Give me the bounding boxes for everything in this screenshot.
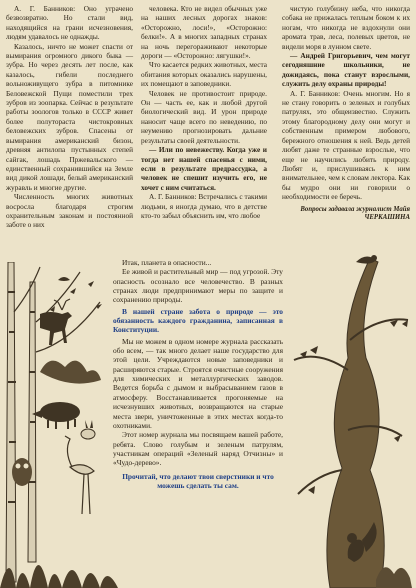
- moose-icon: [40, 299, 72, 345]
- interview-paragraph: Численность многих животных восросла благодаря строгим охранительным законам и постоянной заботе о них: [6, 192, 133, 230]
- article-paragraph: Этот номер журнала мы посвящаем вашей работе, ребята. Слово голубым и зеленым патрулям, участникам операций «Зеленый наряд Отчизны» и «Чудо-дерево».: [113, 430, 283, 468]
- article-lead: Итак, планета в опасности...: [122, 258, 212, 267]
- article-ending: Прочитай, что делают твои сверстники и что можешь сделать ты сам.: [122, 471, 274, 490]
- interview-question: — Или по невежеству. Когда уже и тогда нет нашей спасенья с ними, если в результате предрассудка, а человек не спешит изучить его, не хочет с ним считаться.: [141, 145, 267, 192]
- interview-paragraph: Казалось, ничто не может спасти от вымирания огромного дикого быка — зубра. Но через десять лет после, как казалось, гибели последнего вольноживущего зубра в питомнике Беловежской Пущи поместили трех зубров из зоопарка. Сейчас в результате работы зоологов только в СССР живет более полутораста чистокровных беловежских зубров. Спасены от вымирания американский бизон, древняя антилопа пустынных степей сайгак, лошадь Пржевальского — единственный сохранившийся на Земле вид дикой лошади, белый американский журавль и многие другие.: [6, 41, 133, 192]
- interview-paragraph: Что касается редких животных, места обитания которых оказались нарушены, их помещают в заповедники.: [141, 60, 267, 89]
- rabbit-icon: [81, 420, 95, 439]
- column-left: [6, 4, 133, 230]
- boar-icon: [32, 402, 80, 429]
- interview-paragraph: А. Г. Банников: Встречались с такими людьми, я иногда думаю, что в детстве кто-то забыл объяснить им, что любое: [141, 192, 267, 220]
- interview-paragraph: чистую голубизну неба, что никогда собака не прижалась теплым боком к их ногам, что никогда не вздохнули они аромата трав, леса, полевых цветов, не видели моря в лунном свете.: [282, 4, 410, 51]
- interview-paragraph: А. Г. Банников: Очень многим. Но я не стану говорить о зеленых и голубых патрулях, это общеизвестно. Служить этому благородному делу они могут и собственным примером любового, бережного отношения к ней. Ведь детей любят даже те странные взрослые, что еще не научились любить природу. Любят и, прислушиваясь к ним внимательнее, чем к словам лектора. Как бы мудро они ни говорили о необходимости ее беречь.: [282, 88, 410, 202]
- owl-icon: [12, 458, 32, 486]
- interview-paragraph: Человек не противостоит природе. Он — часть ее, как и любой другой биологический вид. И урон природе наносит чаще всего по неведению, по неумению прогнозировать дальние результаты своей деятельности.: [141, 88, 267, 145]
- bird-icon: [58, 277, 70, 281]
- interview-question: — Андрей Григорьевич, чем могут сегодняшние школьники, не дожидаясь, пока станут взрослыми, служить делу охраны природы!: [282, 51, 410, 89]
- tree-illustration: [290, 250, 416, 588]
- forest-animals-illustration: [0, 262, 118, 588]
- crane-icon: [65, 436, 94, 514]
- article-paragraph: Ее живой и растительный мир — под угрозой. Эту опасность осознало все человечество. В разных странах люди предпринимают меры по защите и сохранению природы.: [113, 267, 283, 305]
- article-highlight: В нашей стране забота о природе — это обязанность каждого гражданина, записанная в Конституции.: [113, 306, 283, 335]
- column-middle: [141, 4, 267, 220]
- main-article: [113, 258, 283, 490]
- column-right: [282, 4, 410, 223]
- interview-paragraph: человека. Кто не видел обычных уже на наших лесных дорогах знаков: «Осторожно, лоси!», «Осторожно: белки!». А в многих западных странах на ночь перегораживают некоторые дороги — «Осторожно: лягушки!».: [141, 4, 267, 61]
- author-signature: Вопросы задавала журналист Майя ЧЕРКАШИНА: [300, 205, 410, 222]
- article-paragraph: Мы не можем в одном номере журнала рассказать обо всем, — так много делает наше государство для этой цели. Учреждаются новые заповедники и расширяются старые. Строятся очистные сооружения для химических и металлургических заводов. Ведется борьба с дымом и выбрасыванием газов в атмосферу. Восстанавливается прогоняемые на исчезнувших животных, возвращаются на старые места звери, уничтоженные в этих местах когда-то охотниками.: [113, 336, 283, 430]
- interview-paragraph: А. Г. Банников: Оно уграчено безвозвратно. Но стали вид, находящийся на грани исчезновения, людям удавалось не однажды.: [6, 4, 133, 42]
